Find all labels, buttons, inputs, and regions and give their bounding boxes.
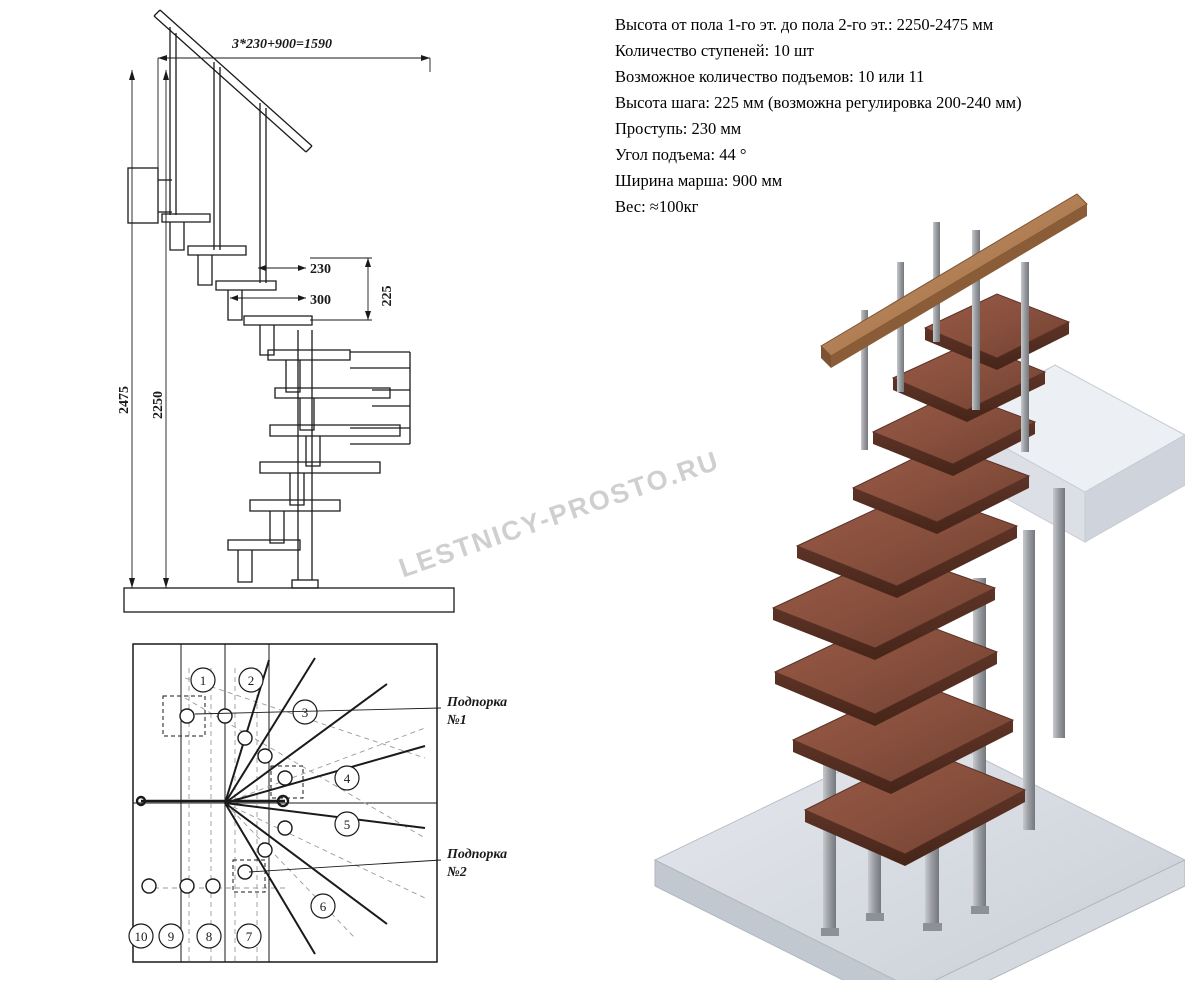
plan-step-4 (335, 766, 359, 790)
watermark: LESTNICY-PROSTO.RU (395, 445, 724, 584)
svg-text:6: 6 (319, 899, 327, 914)
plan-step-7 (237, 924, 261, 948)
support1-label-line2: №1 (447, 713, 467, 728)
support2-label-line1: Подпорка (447, 847, 508, 862)
plan-step-3 (293, 700, 317, 724)
plan-grid (133, 644, 437, 962)
plan-drawing (125, 638, 508, 968)
svg-text:1: 1 (199, 673, 207, 688)
svg-text:8: 8 (205, 929, 213, 944)
spec-line-step-count: Количество ступеней: 10 шт (615, 41, 814, 60)
dimension-lines (129, 55, 430, 588)
dim-tread-overall: 300 (310, 293, 331, 308)
plan-step-8 (197, 924, 221, 948)
plan-handrail (137, 796, 288, 806)
plan-step-6 (311, 894, 335, 918)
dim-total-height: 2475 (117, 386, 132, 414)
support2-label-line2: №2 (447, 865, 467, 880)
spec-line-angle: Угол подъема: 44 ° (615, 145, 747, 164)
spec-line-rise-count: Возможное количество подъемов: 10 или 11 (615, 67, 925, 86)
svg-text:3: 3 (301, 705, 309, 720)
spec-line-tread: Проступь: 230 мм (615, 119, 742, 138)
svg-text:10: 10 (134, 929, 148, 944)
svg-text:5: 5 (343, 817, 351, 832)
stair-3d-render (625, 170, 1185, 980)
plan-step-9 (159, 924, 183, 948)
elevation-drawing (110, 0, 580, 620)
elevation-geometry (124, 10, 454, 612)
dim-floor-height: 2250 (151, 391, 166, 419)
spec-line-floor-height: Высота от пола 1-го эт. до пола 2-го эт.: 2250-2475 мм (615, 15, 994, 34)
plan-step-5 (335, 812, 359, 836)
dim-tread-depth: 230 (310, 262, 331, 277)
spec-line-step-height: Высота шага: 225 мм (возможна регулировка 200-240 мм) (615, 93, 1022, 112)
dim-top-formula: 3*230+900=1590 (232, 37, 332, 52)
support1-label-line1: Подпорка (447, 695, 508, 710)
plan-step-1 (191, 668, 215, 692)
spec-line-width: Ширина марша: 900 мм (615, 171, 783, 190)
svg-text:7: 7 (245, 929, 253, 944)
plan-step-10 (129, 924, 153, 948)
plan-step-2 (239, 668, 263, 692)
svg-text:4: 4 (343, 771, 351, 786)
svg-text:9: 9 (167, 929, 175, 944)
spec-line-weight: Вес: ≈100кг (615, 197, 699, 216)
svg-text:2: 2 (247, 673, 255, 688)
dim-riser-height: 225 (380, 285, 395, 307)
